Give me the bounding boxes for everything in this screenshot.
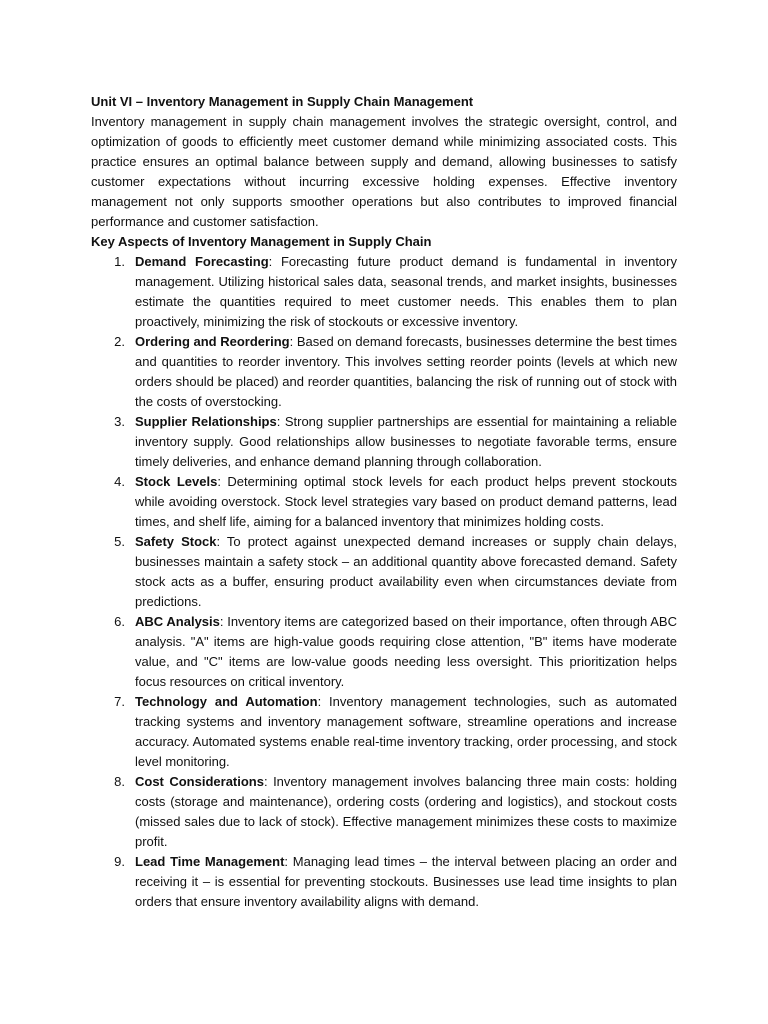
list-number: 4. — [114, 474, 125, 489]
list-item-text: : Inventory management technologies, such as automated tracking systems and inventory management software, streamline operations and increase accuracy. Automated systems enable real-time inventory tracking, order processing, and stock level monitoring. — [135, 694, 678, 769]
list-item-term: Demand Forecasting — [135, 254, 269, 269]
list-item-text: : Managing lead times – the interval between placing an order and receiving it – is essential for preventing stockouts. Businesses use lead time insights to plan orders that ensure inventory availability aligns with demand. — [135, 854, 677, 909]
document-title: Unit VI – Inventory Management in Supply Chain Management — [91, 94, 474, 109]
list-item — [91, 772, 677, 852]
list-item-text: : Based on demand forecasts, businesses determine the best times and quantities to reorder inventory. This involves setting reorder points (levels at which new orders should be placed) and reorder quantities, balancing the risk of running out of stock with the costs of overstocking. — [135, 334, 677, 409]
list-item-term: ABC Analysis — [135, 614, 220, 629]
list-item — [91, 472, 677, 532]
list-item — [91, 252, 677, 332]
list-number: 5. — [114, 534, 125, 549]
list-item — [91, 532, 677, 612]
list-item-term: Cost Considerations — [135, 774, 264, 789]
list-number: 3. — [114, 414, 125, 429]
aspects-list — [91, 252, 677, 912]
list-item-term: Supplier Relationships — [135, 414, 277, 429]
intro-paragraph: Inventory management in supply chain management involves the strategic oversight, control, and optimization of goods to efficiently meet customer demand while minimizing associated costs. This practice ensures an optimal balance between supply and demand, allowing businesses to satisfy customer expectations without incurring excessive holding expenses. Effective inventory management not only supports smoother operations but also contributes to improved financial performance and customer satisfaction. — [91, 114, 677, 229]
list-item-text: : Inventory management involves balancing three main costs: holding costs (storage and maintenance), ordering costs (ordering and logistics), and stockout costs (missed sales due to lack of stock). Effective management minimizes these costs to maximize profit. — [135, 774, 678, 849]
list-item-text: : Forecasting future product demand is fundamental in inventory management. Utilizing historical sales data, seasonal trends, and market insights, businesses estimate the quantities required to meet customer needs. This enables them to plan proactively, minimizing the risk of stockouts or excessive inventory. — [135, 254, 677, 329]
list-item-term: Technology and Automation — [135, 694, 318, 709]
list-item-term: Lead Time Management — [135, 854, 285, 869]
list-item-text: : Inventory items are categorized based on their importance, often through ABC analysis. "A" items are high-value goods requiring close attention, "B" items have moderate value, and "C" items are low-value goods needing less oversight. This prioritization helps focus resources on critical inventory. — [135, 614, 677, 689]
list-item-term: Ordering and Reordering — [135, 334, 290, 349]
list-item — [91, 332, 677, 412]
list-item — [91, 412, 677, 472]
list-number: 8. — [114, 774, 125, 789]
list-number: 1. — [114, 254, 125, 269]
list-item-term: Safety Stock — [135, 534, 217, 549]
list-number: 2. — [114, 334, 125, 349]
list-item — [91, 692, 677, 772]
list-number: 7. — [114, 694, 125, 709]
list-item — [91, 612, 677, 692]
document-page — [91, 92, 677, 912]
list-item-text: : To protect against unexpected demand increases or supply chain delays, businesses maintain a safety stock – an additional quantity above forecasted demand. Safety stock acts as a buffer, ensuring product availability even when circumstances deviate from predictions. — [135, 534, 677, 609]
list-item-text: : Determining optimal stock levels for each product helps prevent stockouts while avoiding overstock. Stock level strategies vary based on product demand patterns, lead times, and shelf life, aiming for a balanced inventory that minimizes holding costs. — [135, 474, 677, 529]
section-heading: Key Aspects of Inventory Management in Supply Chain — [91, 234, 432, 249]
list-item-term: Stock Levels — [135, 474, 218, 489]
list-item — [91, 852, 677, 912]
list-number: 6. — [114, 614, 125, 629]
list-number: 9. — [114, 854, 125, 869]
list-item-text: : Strong supplier partnerships are essential for maintaining a reliable inventory supply. Good relationships allow businesses to negotiate favorable terms, ensure timely deliveries, and enhance demand planning through collaboration. — [135, 414, 677, 469]
